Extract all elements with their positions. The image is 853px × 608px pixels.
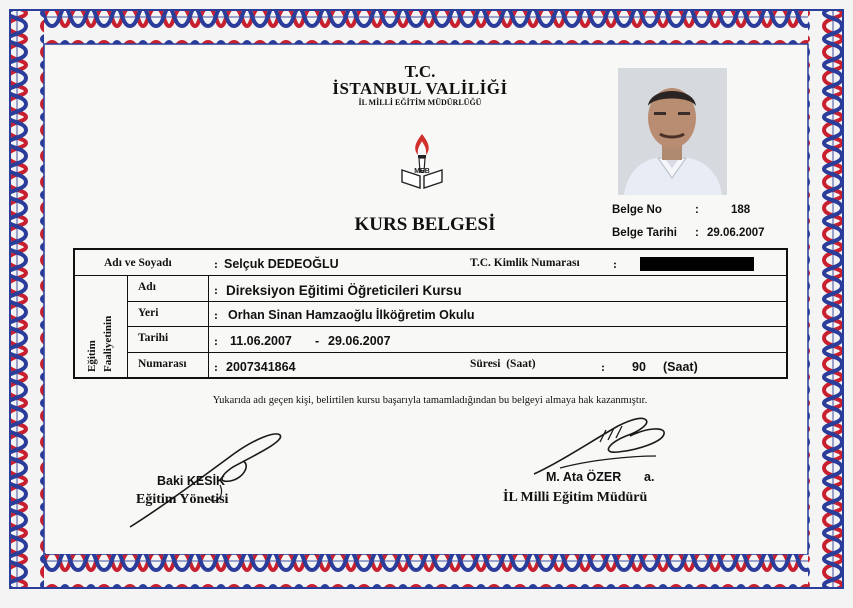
course-number-colon: : — [214, 360, 218, 374]
right-signatory-title: İL Milli Eğitim Müdürü — [503, 490, 648, 505]
header-valilik: İSTANBUL VALİLİĞİ — [332, 79, 508, 98]
course-duration-unit: (Saat) — [663, 360, 698, 374]
course-name-value: Direksiyon Eğitimi Öğreticileri Kursu — [226, 283, 462, 298]
course-place-colon: : — [214, 308, 218, 322]
header-tc: T.C. — [404, 62, 436, 81]
right-signatory-name: M. Ata ÖZER — [546, 470, 622, 484]
logo-text: MEB — [414, 168, 430, 175]
course-date-colon: : — [214, 334, 218, 348]
course-number-value: 2007341864 — [226, 360, 296, 374]
table-row-divider — [75, 275, 786, 276]
certificate-date-separator: : — [695, 227, 699, 239]
course-date-start: 11.06.2007 — [230, 334, 292, 348]
name-label: Adı ve Soyadı — [104, 257, 172, 269]
left-signatory-title: Eğitim Yönetisi — [136, 492, 229, 507]
table-row-divider — [128, 301, 786, 302]
course-duration-label: Süresi (Saat) — [470, 358, 536, 370]
header-mudurluk: İL MİLLİ EĞİTİM MÜDÜRLÜĞÜ — [358, 98, 482, 107]
right-signatory-suffix: a. — [644, 470, 655, 484]
course-date-end: 29.06.2007 — [328, 334, 391, 348]
id-label: T.C. Kimlik Numarası — [470, 257, 580, 269]
table-column-divider — [127, 276, 128, 378]
table-column-divider — [208, 276, 209, 378]
course-date-dash: - — [315, 334, 320, 348]
document-title: KURS BELGESİ — [354, 214, 496, 235]
certificate-date-label: Belge Tarihi — [612, 227, 677, 239]
certificate-date-value: 29.06.2007 — [707, 227, 765, 239]
activity-label-line2: Faaliyetinin — [102, 315, 114, 372]
activity-label-line1: Eğitim — [86, 340, 98, 372]
course-place-value: Orhan Sinan Hamzaoğlu İlköğretim Okulu — [228, 308, 475, 322]
redacted-id-bar — [640, 257, 754, 271]
course-place-label: Yeri — [138, 307, 159, 319]
portrait-photo — [618, 68, 727, 195]
course-name-colon: : — [214, 283, 218, 297]
course-duration-colon: : — [601, 360, 605, 374]
name-colon: : — [214, 257, 218, 271]
certificate-no-value: 188 — [731, 204, 751, 216]
meb-logo-icon — [398, 132, 446, 192]
completion-statement: Yukarıda adı geçen kişi, belirtilen kursu başarıyla tamamladığından bu belgeyi almaya hak kazanmıştır. — [212, 395, 648, 406]
activity-section-label — [80, 276, 124, 376]
left-signatory-name: Baki KESİK — [157, 474, 226, 488]
course-date-label: Tarihi — [138, 332, 169, 344]
id-colon: : — [613, 257, 617, 271]
certificate-no-label: Belge No — [612, 204, 662, 216]
certificate-no-separator: : — [695, 204, 699, 216]
course-duration-value: 90 — [632, 360, 646, 374]
course-name-label: Adı — [138, 281, 156, 293]
course-number-label: Numarası — [138, 358, 187, 370]
table-row-divider — [128, 326, 786, 327]
name-value: Selçuk DEDEOĞLU — [224, 257, 339, 271]
table-row-divider — [128, 352, 786, 353]
